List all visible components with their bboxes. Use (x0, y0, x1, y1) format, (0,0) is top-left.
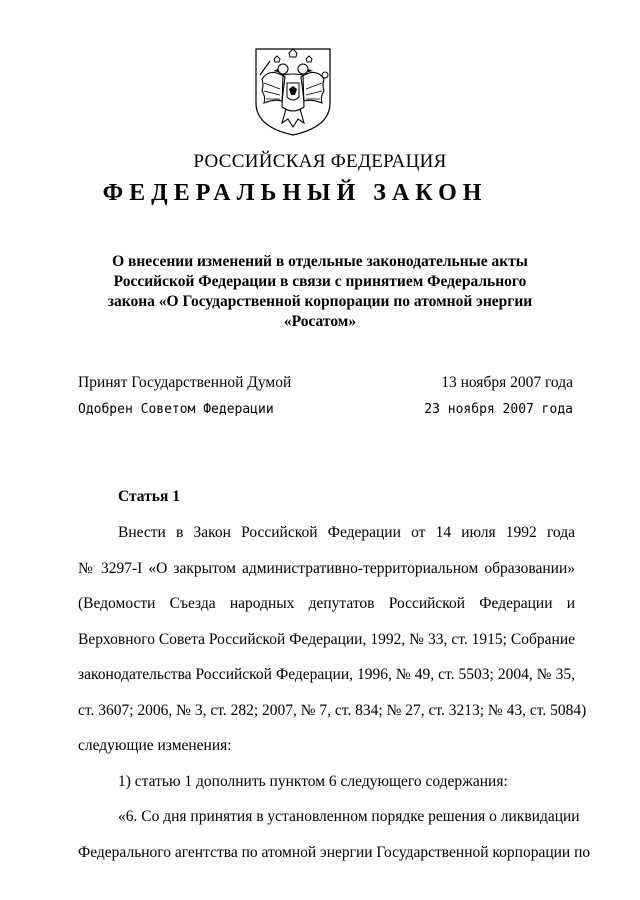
law-title-line: Российской Федерации в связи с принятием Федерального (113, 273, 527, 290)
law-title (80, 252, 560, 332)
body-line: следующие изменения: (78, 737, 232, 754)
body-line: законодательства Российской Федерации, 1996, № 49, ст. 5503; 2004, № 35, (78, 666, 575, 683)
body-line: (Ведомости Съезда народных депутатов Российской Федерации и (78, 595, 575, 612)
duma-adoption-date: 13 ноября 2007 года (441, 374, 573, 391)
coat-of-arms-icon (252, 45, 334, 137)
law-title-line: О внесении изменений в отдельные законодательные акты (112, 253, 528, 270)
duma-adoption-label: Принят Государственной Думой (78, 374, 292, 391)
body-line: «6. Со дня принятия в установленном порядке решения о ликвидации (118, 808, 580, 825)
body-line: № 3297-I «О закрытом административно-территориальном образовании» (78, 559, 575, 577)
document-type-heading: ФЕДЕРАЛЬНЫЙ ЗАКОН (102, 180, 488, 206)
council-approval-date: 23 ноября 2007 года (424, 402, 573, 417)
law-title-line: «Росатом» (283, 313, 357, 330)
article-heading: Статья 1 (118, 488, 180, 505)
country-name: РОССИЙСКАЯ ФЕДЕРАЦИЯ (193, 151, 447, 172)
body-line: Верховного Совета Российской Федерации, 1992, № 33, ст. 1915; Собрание (78, 630, 575, 648)
article-body (78, 522, 591, 877)
body-line: Федерального агентства по атомной энергии Государственной корпорации по (78, 843, 591, 861)
body-line: ст. 3607; 2006, № 3, ст. 282; 2007, № 7, ст. 834; № 27, ст. 3213; № 43, ст. 5084) (78, 701, 587, 719)
body-line: 1) статью 1 дополнить пунктом 6 следующего содержания: (118, 772, 508, 790)
council-approval-label: Одобрен Советом Федерации (78, 402, 274, 417)
law-title-line: закона «О Государственной корпорации по атомной энергии (107, 293, 533, 310)
body-line: Внести в Закон Российской Федерации от 14 июля 1992 года (118, 524, 575, 541)
